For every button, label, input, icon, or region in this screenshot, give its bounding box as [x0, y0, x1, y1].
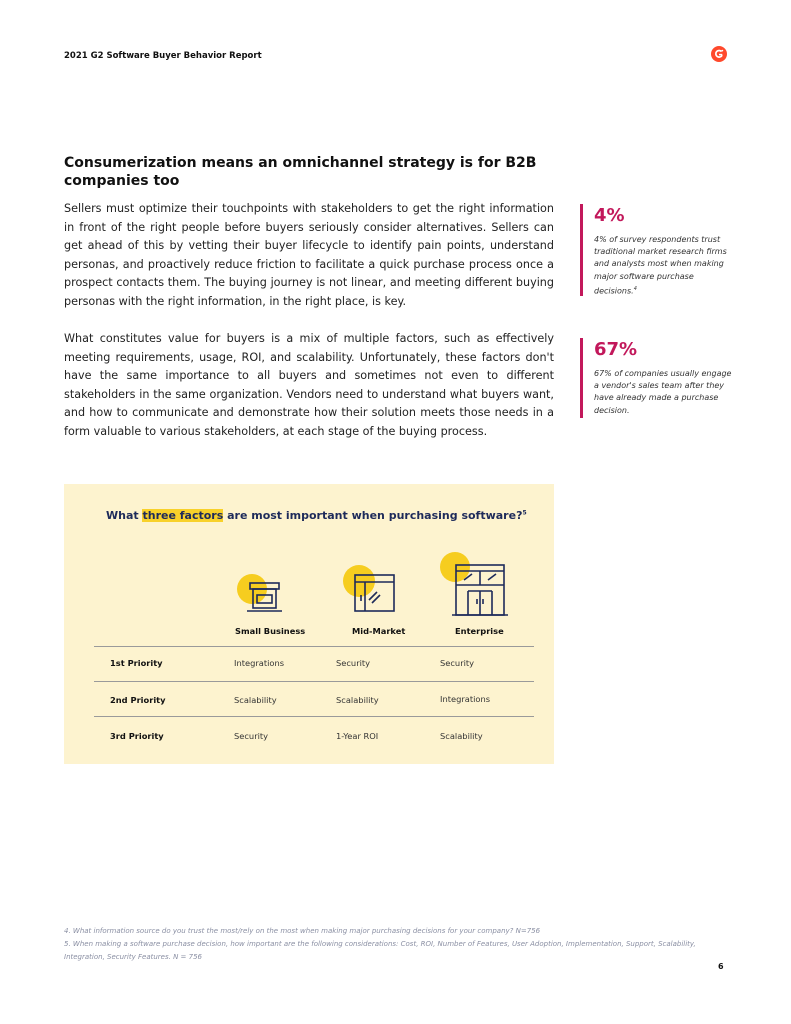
table-divider — [94, 646, 534, 647]
factors-title: What three factors are most important when purchasing software?$^5$ — [106, 509, 527, 522]
footnote: 5. When making a software purchase decision, how important are the following considerations: Cost, ROI, Number of Features, User Adoption, Implementation, Support, Scalability, Integration, Security Features. N = 756 — [64, 940, 696, 961]
column-header-mid-market: Mid-Market — [352, 626, 406, 636]
page-number: 6 — [718, 962, 724, 971]
table-cell: Security — [440, 658, 475, 668]
table-cell: Integrations — [440, 694, 491, 704]
stat-callout — [580, 204, 734, 296]
footnote: 4. What information source do you trust the most/rely on the most when making major purchasing decisions for your company? N=756 — [64, 927, 541, 935]
stat-callout — [580, 338, 734, 418]
table-cell: Integrations — [234, 658, 285, 668]
stat-text: 67% of companies usually engage a vendor's sales team after they have already made a purchase decision. — [594, 369, 732, 415]
stat-text: 4% of survey respondents trust traditional market research firms and analysts most when making major software purchase decisions.$^4$ — [594, 235, 727, 296]
row-label: 3rd Priority — [110, 731, 164, 741]
body-paragraph: What constitutes value for buyers is a mix of multiple factors, such as effectively meeting requirements, usage, ROI, and scalability. Unfortunately, these factors don't have the same importance to all buyers and sometimes not even to different stakeholders in the same organization. Vendors need to understand what buyers want, and how to communicate and demonstrate how their solution meets those needs in a form valuable to various stakeholders, at each stage of the buying process. — [64, 332, 554, 438]
stat-value: 67% — [594, 339, 638, 360]
enterprise-building-icon — [440, 552, 510, 617]
g2-logo-icon — [711, 46, 727, 62]
footnote-ref: 5 — [522, 509, 527, 517]
stat-value: 4% — [594, 205, 625, 226]
table-cell: Scalability — [336, 695, 379, 705]
purchase-factors-panel — [64, 484, 554, 764]
table-cell: Scalability — [234, 695, 277, 705]
report-title: 2021 G2 Software Buyer Behavior Report — [64, 51, 262, 61]
table-cell: 1-Year ROI — [336, 731, 379, 741]
column-header-small-business: Small Business — [235, 626, 306, 636]
small-business-storefront-icon — [236, 573, 290, 617]
mid-market-building-icon — [343, 565, 397, 617]
title-highlight: three factors — [142, 509, 224, 522]
section-heading: Consumerization means an omnichannel strategy is for B2B companies too — [64, 155, 537, 189]
body-paragraph: Sellers must optimize their touchpoints with stakeholders to get the right information in front of the right people before buyers seriously consider alternatives. Sellers can get ahead of this by vetting their buyer lifecycle to identify pain points, understand personas, and proactively reduce friction to facilitate a quick purchase process once a prospect contacts them. The buying journey is not linear, and meeting different buying personas with the right information, in the right place, is key. — [64, 202, 554, 308]
footnotes — [64, 925, 724, 964]
table-divider — [94, 681, 534, 682]
row-label: 1st Priority — [110, 658, 163, 668]
footnote-ref: 4 — [633, 285, 637, 292]
table-cell: Security — [234, 731, 269, 741]
table-divider — [94, 716, 534, 717]
table-cell: Scalability — [440, 731, 483, 741]
row-label: 2nd Priority — [110, 695, 166, 705]
column-header-enterprise: Enterprise — [455, 626, 504, 636]
table-cell: Security — [336, 658, 371, 668]
